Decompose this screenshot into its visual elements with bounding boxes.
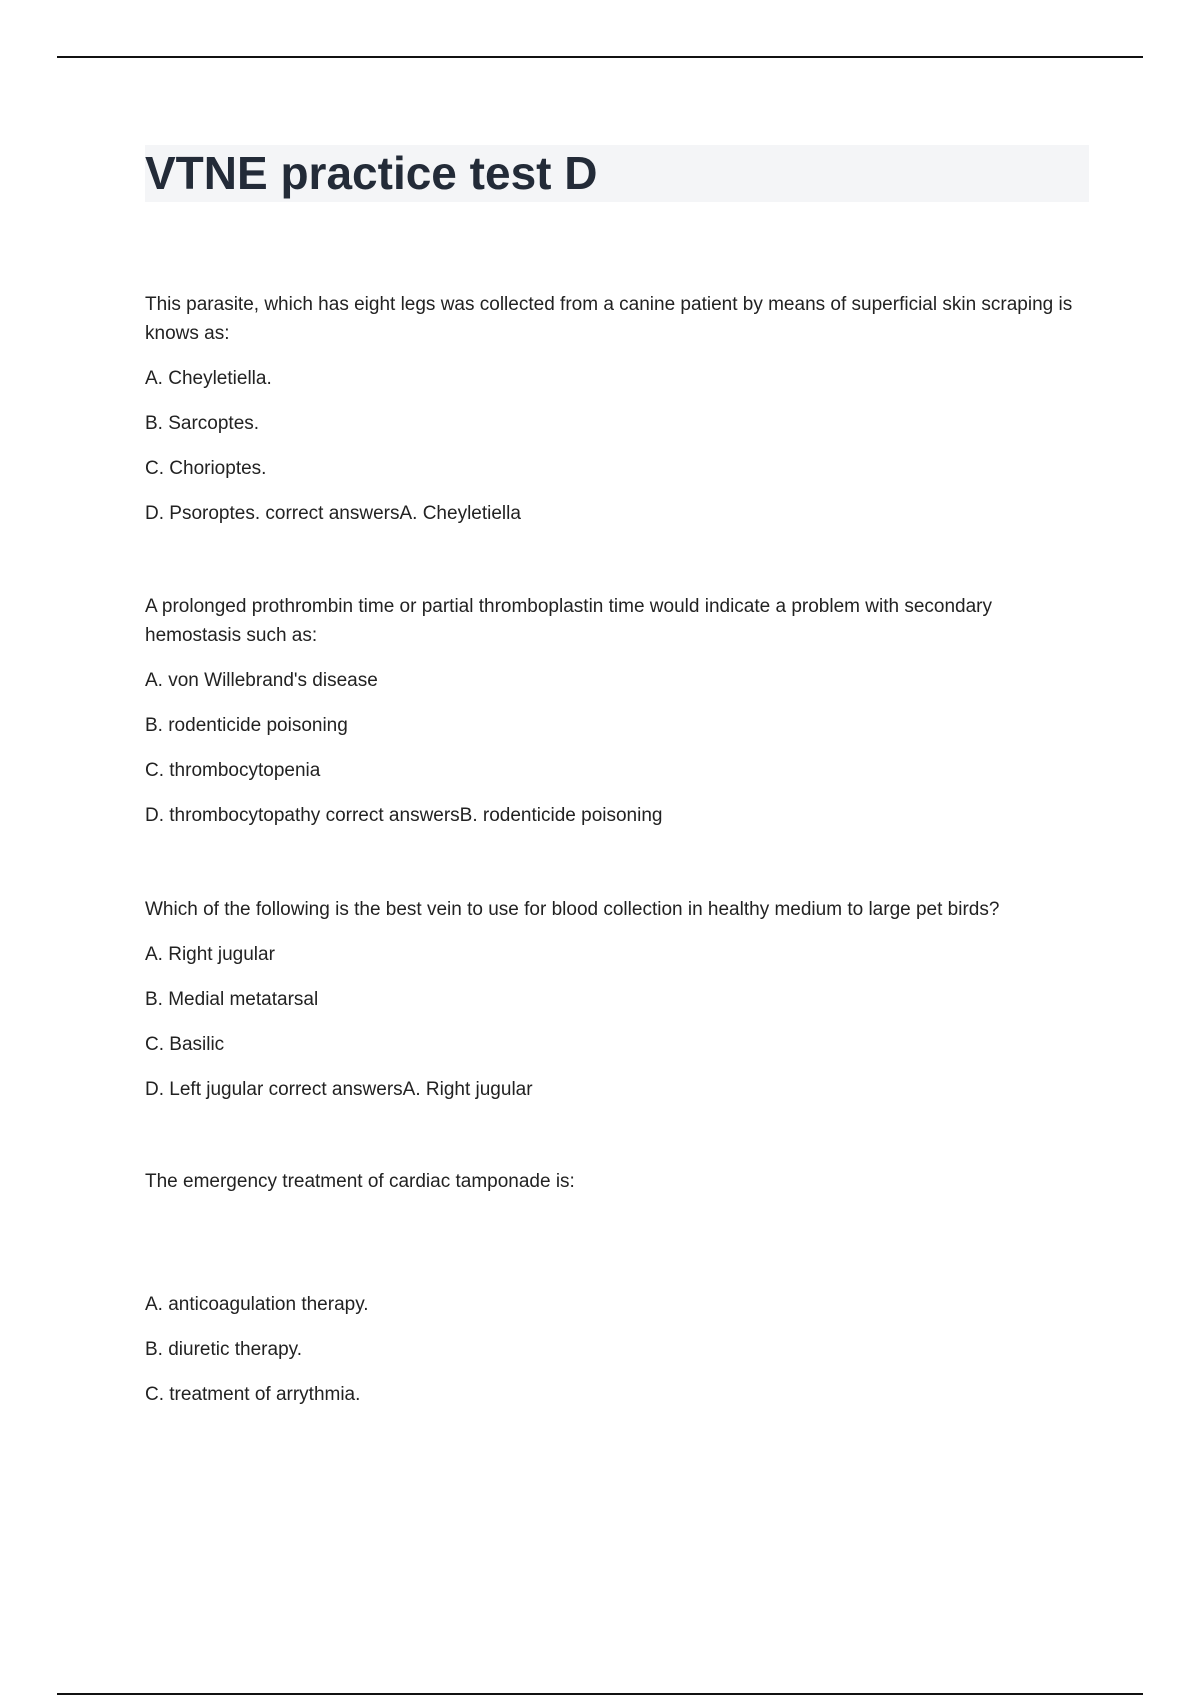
answer-options xyxy=(145,940,1085,1104)
question-3 xyxy=(145,895,1085,1104)
answer-options xyxy=(145,1290,1085,1409)
question-4 xyxy=(145,1167,1085,1409)
question-1 xyxy=(145,290,1085,528)
option-d-with-answer: D. Left jugular correct answersA. Right jugular xyxy=(145,1079,533,1100)
option-b: B. Sarcoptes. xyxy=(145,413,260,434)
question-2 xyxy=(145,592,1085,830)
header-rule xyxy=(57,56,1143,58)
question-text: Which of the following is the best vein to use for blood collection in healthy medium to large pet birds? xyxy=(145,899,1000,920)
question-text: The emergency treatment of cardiac tamponade is: xyxy=(145,1171,575,1192)
option-b: B. Medial metatarsal xyxy=(145,989,319,1010)
option-a: A. von Willebrand's disease xyxy=(145,670,378,691)
option-a: A. anticoagulation therapy. xyxy=(145,1294,369,1315)
document-title: VTNE practice test D xyxy=(145,147,598,199)
option-a: A. Cheyletiella. xyxy=(145,368,272,389)
option-c: C. treatment of arrythmia. xyxy=(145,1384,361,1405)
answer-options xyxy=(145,364,1085,528)
question-text: A prolonged prothrombin time or partial thromboplastin time would indicate a problem with secondary hemostasis such as: xyxy=(145,596,992,646)
question-text: This parasite, which has eight legs was collected from a canine patient by means of superficial skin scraping is knows as: xyxy=(145,294,1073,344)
option-d-with-answer: D. Psoroptes. correct answersA. Cheyletiella xyxy=(145,503,521,524)
option-c: C. Basilic xyxy=(145,1034,225,1055)
footer-rule xyxy=(57,1693,1143,1695)
option-b: B. diuretic therapy. xyxy=(145,1339,303,1360)
option-c: C. Chorioptes. xyxy=(145,458,267,479)
option-b: B. rodenticide poisoning xyxy=(145,715,348,736)
option-d-with-answer: D. thrombocytopathy correct answersB. rodenticide poisoning xyxy=(145,805,663,826)
option-c: C. thrombocytopenia xyxy=(145,760,321,781)
answer-options xyxy=(145,666,1085,830)
option-a: A. Right jugular xyxy=(145,944,275,965)
